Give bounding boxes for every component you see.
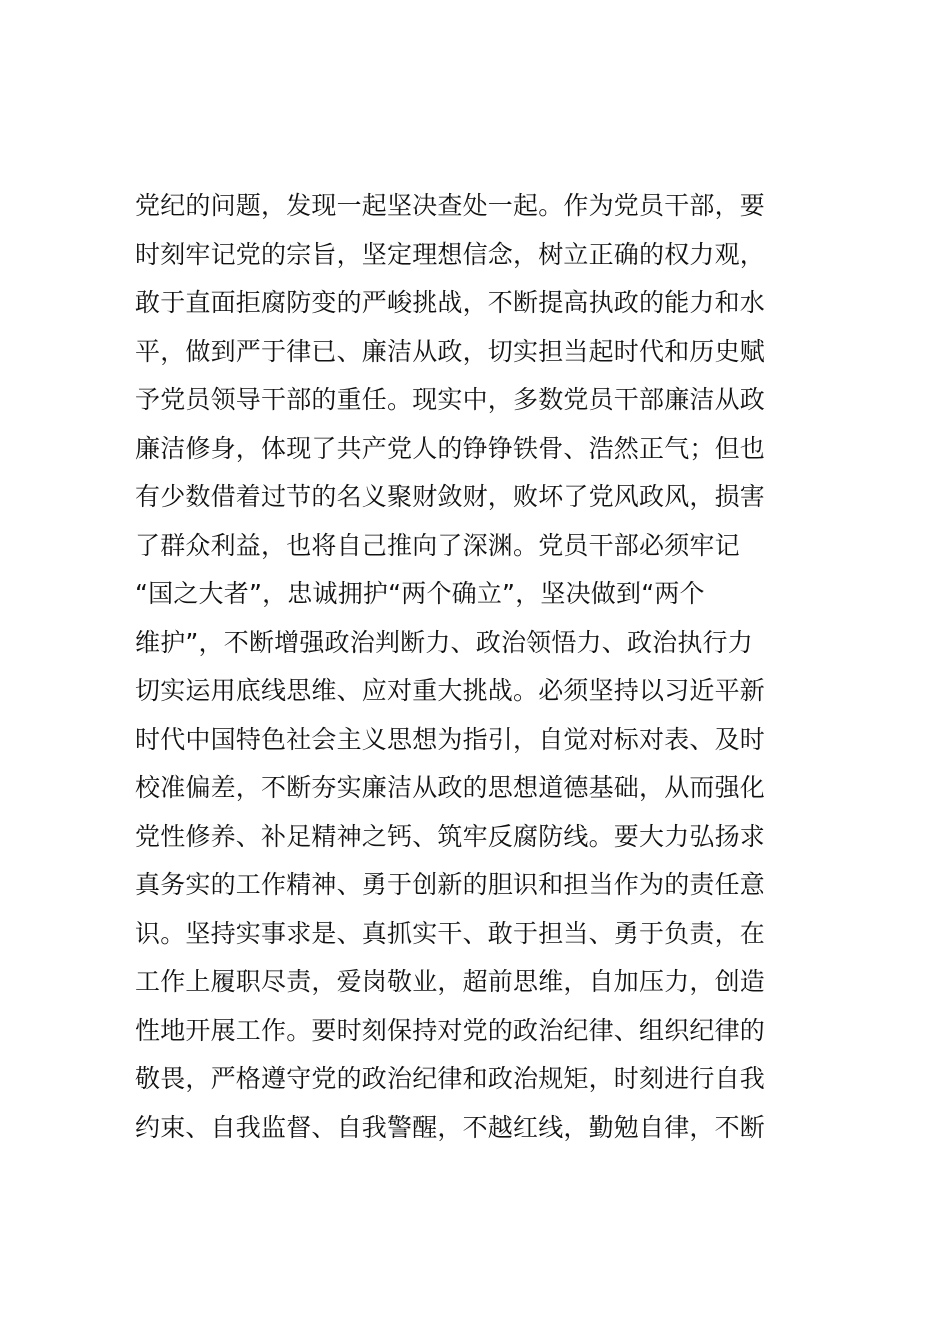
text-line: 维护”，不断增强政治判断力、政治领悟力、政治执行力	[135, 627, 753, 657]
text-line: 时刻牢记党的宗旨，坚定理想信念，树立正确的权力观，	[135, 239, 766, 269]
text-line: 时代中国特色社会主义思想为指引，自觉对标对表、及时	[135, 724, 766, 754]
text-line: 平，做到严于律已、廉洁从政，切实担当起时代和历史赋	[135, 336, 766, 366]
text-line: 约束、自我监督、自我警醒，不越红线，勤勉自律，不断	[135, 1112, 766, 1142]
text-line: 有少数借着过节的名义聚财敛财，败坏了党风政风，损害	[135, 482, 766, 511]
text-line: 敬畏，严格遵守党的政治纪律和政治规矩，时刻进行自我	[135, 1064, 766, 1093]
text-line: 敢于直面拒腐防变的严峻挑战，不断提高执政的能力和水	[135, 288, 766, 317]
text-line: 了群众利益，也将自己推向了深渊。党员干部必须牢记	[135, 530, 740, 560]
text-line: 廉洁修身，体现了共产党人的铮铮铁骨、浩然正气；但也	[135, 433, 766, 463]
text-line: 予党员领导干部的重任。现实中，多数党员干部廉洁从政	[135, 385, 766, 414]
text-line: 工作上履职尽责，爱岗敬业，超前思维，自加压力，创造	[135, 967, 766, 996]
text-line: 真务实的工作精神、勇于创新的胆识和担当作为的责任意	[135, 870, 766, 899]
text-line: 性地开展工作。要时刻保持对党的政治纪律、组织纪律的	[135, 1015, 766, 1045]
text-line: 识。坚持实事求是、真抓实干、敢于担当、勇于负责，在	[135, 918, 766, 948]
text-line: 校准偏差，不断夯实廉洁从政的思想道德基础，从而强化	[135, 773, 766, 802]
text-line: 党性修养、补足精神之钙、筑牢反腐防线。要大力弘扬求	[135, 821, 766, 851]
text-line: “国之大者”，忠诚拥护“两个确立”，坚决做到“两个	[135, 579, 705, 608]
text-line: 党纪的问题，发现一起坚决查处一起。作为党员干部，要	[135, 191, 766, 220]
body-paragraph	[135, 182, 835, 1152]
text-line: 切实运用底线思维、应对重大挑战。必须坚持以习近平新	[135, 676, 766, 705]
